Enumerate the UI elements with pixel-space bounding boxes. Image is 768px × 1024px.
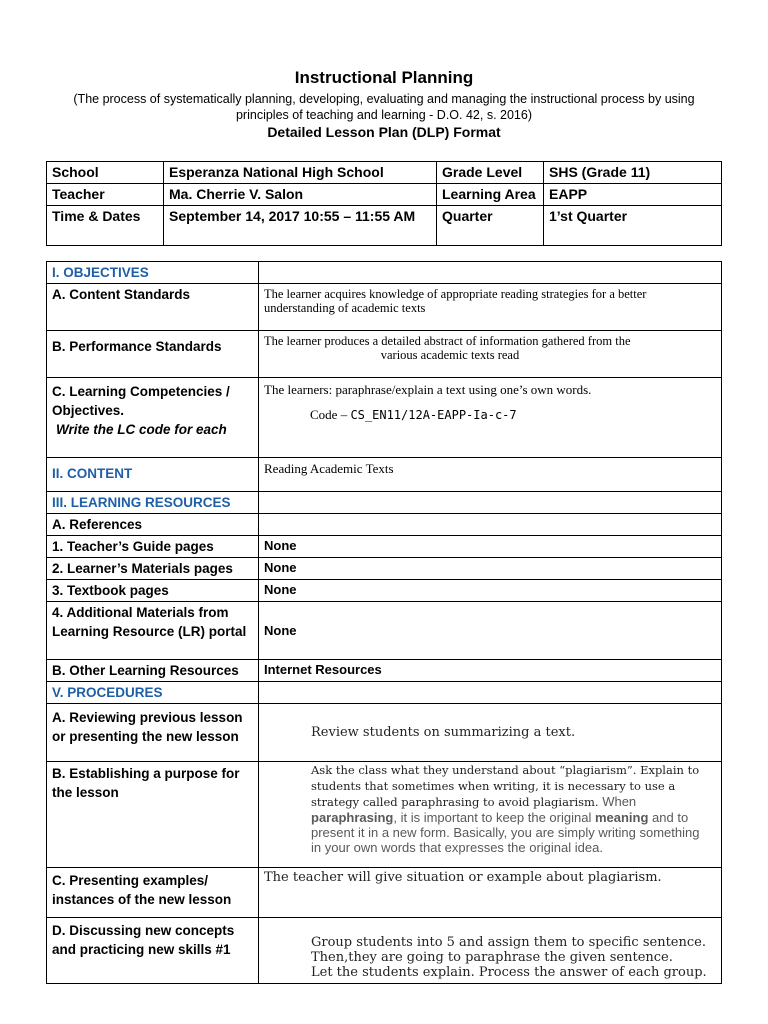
discuss-value-2: Then,they are going to paraphrase the given sentence. bbox=[311, 950, 673, 965]
quarter-value: 1’st Quarter bbox=[544, 206, 722, 246]
purpose-value-2d: meaning bbox=[594, 810, 649, 825]
competencies-value: The learners: paraphrase/explain a text using one’s own words. bbox=[264, 382, 592, 397]
tg-label: 1. Teacher’s Guide pages bbox=[47, 536, 259, 558]
content-heading: II. CONTENT bbox=[47, 458, 259, 492]
performance-value-1: The learner produces a detailed abstract of information gathered from the bbox=[264, 334, 631, 348]
quarter-label: Quarter bbox=[437, 206, 544, 246]
performance-value-2: various academic texts read bbox=[380, 348, 520, 362]
purpose-value-1: Ask the class what they understand about “plagiarism”. Explain to students that sometimes when writing, it is necessary to use a strategy called paraphrasing to avoid plagiarism. bbox=[311, 763, 700, 809]
time-value: September 14, 2017 10:55 – 11:55 AM bbox=[164, 206, 437, 246]
resources-heading: III. LEARNING RESOURCES bbox=[47, 492, 259, 514]
purpose-label: B. Establishing a purpose for the lesson bbox=[47, 762, 259, 868]
tg-value: None bbox=[259, 536, 722, 558]
add-label: 4. Additional Materials from Learning Resource (LR) portal bbox=[47, 602, 259, 660]
discuss-value-3: Let the students explain. Process the answer of each group. bbox=[311, 965, 707, 980]
format-title: Detailed Lesson Plan (DLP) Format bbox=[267, 124, 501, 140]
info-table bbox=[46, 161, 722, 246]
content-value: Reading Academic Texts bbox=[259, 458, 722, 492]
content-standards-label: A. Content Standards bbox=[47, 284, 259, 331]
tb-value: None bbox=[259, 580, 722, 602]
other-label: B. Other Learning Resources bbox=[47, 660, 259, 682]
area-value: EAPP bbox=[544, 184, 722, 206]
lc-code bbox=[264, 407, 716, 423]
area-label: Learning Area bbox=[437, 184, 544, 206]
page-title: Instructional Planning bbox=[294, 68, 474, 87]
purpose-value-2c: , it is important to keep the original bbox=[393, 810, 595, 825]
grade-label: Grade Level bbox=[437, 162, 544, 184]
performance-label: B. Performance Standards bbox=[47, 331, 259, 378]
purpose-value-2e: and to present it in a new form. Basically, you are simply writing something in your own words that expresses the original idea. bbox=[311, 810, 700, 855]
objectives-heading: I. OBJECTIVES bbox=[47, 262, 259, 284]
procedures-heading: V. PROCEDURES bbox=[47, 682, 259, 704]
purpose-value-2b: paraphrasing bbox=[311, 810, 394, 825]
tb-label: 3. Textbook pages bbox=[47, 580, 259, 602]
teacher-value: Ma. Cherrie V. Salon bbox=[164, 184, 437, 206]
school-label: School bbox=[47, 162, 164, 184]
references-label: A. References bbox=[47, 514, 259, 536]
discuss-value-1: Group students into 5 and assign them to specific sentence. bbox=[311, 935, 706, 950]
purpose-value-2a: When bbox=[598, 794, 637, 809]
code-label: Code – bbox=[310, 407, 351, 422]
examples-value: The teacher will give situation or example about plagiarism. bbox=[259, 868, 722, 918]
content-standards-value: The learner acquires knowledge of appropriate reading strategies for a better understanding of academic texts bbox=[259, 284, 722, 331]
competencies-note: Write the LC code for each bbox=[56, 422, 227, 437]
plan-table bbox=[46, 261, 722, 984]
grade-value: SHS (Grade 11) bbox=[544, 162, 722, 184]
other-value: Internet Resources bbox=[259, 660, 722, 682]
school-value: Esperanza National High School bbox=[164, 162, 437, 184]
add-value: None bbox=[259, 602, 722, 660]
examples-label: C. Presenting examples/ instances of the new lesson bbox=[47, 868, 259, 918]
page-subtitle: (The process of systematically planning, developing, evaluating and managing the instructional process by using principles of teaching and learning - D.O. 42, s. 2016) bbox=[73, 92, 695, 122]
discuss-label: D. Discussing new concepts and practicing new skills #1 bbox=[47, 918, 259, 984]
lm-label: 2. Learner’s Materials pages bbox=[47, 558, 259, 580]
review-label: A. Reviewing previous lesson or presenting the new lesson bbox=[47, 704, 259, 762]
lm-value: None bbox=[259, 558, 722, 580]
competencies-label: C. Learning Competencies / Objectives. bbox=[52, 384, 230, 418]
teacher-label: Teacher bbox=[47, 184, 164, 206]
review-value: Review students on summarizing a text. bbox=[259, 704, 722, 762]
code-value: CS_EN11/12A-EAPP-Ia-c-7 bbox=[350, 408, 517, 422]
time-label: Time & Dates bbox=[47, 206, 164, 246]
